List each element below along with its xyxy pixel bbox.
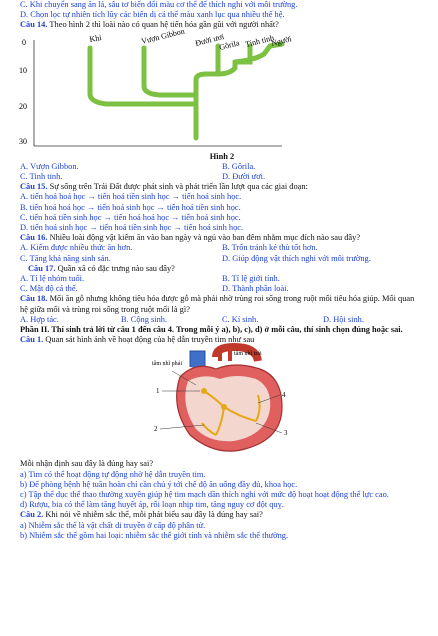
option-d: D. Giúp động vật thích nghi với môi trường. (222, 253, 371, 263)
axis-tick-20: 20 (19, 101, 27, 111)
label-khi: Khỉ (88, 32, 103, 44)
question-14 (20, 20, 424, 30)
label-2: 2 (154, 425, 158, 434)
option-c: C. tiến hoá tiền sinh học → tiến hoá hoá học → tiến hoá sinh học. (20, 212, 241, 222)
q17-options-row1 (20, 274, 424, 284)
label-gorila: Gôrila (218, 37, 241, 52)
question-number: Câu 18. (20, 294, 48, 304)
statement-b: b) Nhiễm sắc thể gồm hai loại: nhiễm sắc thể giới tính và nhiễm sắc thể thường. (20, 530, 289, 540)
label-vuon-gibbon: Vượn Gibbon (140, 26, 186, 46)
question-number: Câu 17. (28, 263, 56, 273)
option-b: B. Tỉ lệ giới tính. (222, 274, 280, 284)
label-duoi-uoi: Đười ươi (194, 31, 225, 48)
option-b: B. Gôrila. (222, 161, 256, 171)
q14-options-row2 (20, 172, 424, 182)
heart-conduction-diagram (20, 347, 424, 457)
option-b: B. Trốn tránh kẻ thù tốt hơn. (222, 243, 318, 253)
tree-branches (90, 44, 282, 138)
label-4: 4 (282, 391, 286, 400)
question-text: Nhiều loài động vật kiếm ăn vào ban ngày và ngủ vào ban đêm nhằm mục đích nào sau đây? (49, 233, 361, 243)
label-3: 3 (284, 429, 288, 438)
q18-options (20, 315, 424, 325)
option-b: B. tiến hoá hoá học → tiến hoá sinh học → tiến hoá tiền sinh học. (20, 202, 241, 212)
q1-prompt: Mỗi nhận định sau đây là đúng hay sai? (20, 459, 154, 469)
question-number: Câu 2. (20, 510, 44, 520)
statement-a: a) Tim có thể hoạt động tự động nhờ hệ dẫn truyền tim. (20, 469, 206, 479)
option-c: C. Tăng khả năng sinh sản. (20, 253, 111, 263)
question-number: Câu 1. (20, 335, 44, 345)
option-d: D. Chọn lọc tự nhiên tích lũy các biến dị cá thể màu xanh lục qua nhiều thế hệ. (20, 10, 285, 20)
figure-caption: Hình 2 (209, 151, 235, 161)
option-a: A. Kiếm được nhiều thức ăn hơn. (20, 243, 133, 253)
question-15 (20, 182, 424, 192)
option-c: C. Kí sinh. (222, 314, 259, 324)
part2-question-1 (20, 335, 424, 345)
q16-options-row1 (20, 243, 424, 253)
phylogeny-tree (19, 26, 424, 152)
label-nguoi: Người (270, 33, 293, 48)
question-number: Câu 15. (20, 182, 48, 192)
label-1: 1 (156, 387, 160, 396)
part2-question-2 (20, 510, 424, 520)
option-d: D. Đười ươi. (222, 172, 266, 182)
label-right-atrium: tâm nhĩ phải (152, 361, 182, 368)
question-text: Theo hình 2 thì loài nào có quan hệ tiến hóa gần gũi với người nhất? (49, 20, 279, 30)
q16-options-row2 (20, 254, 424, 264)
axis-tick-30: 30 (19, 136, 27, 146)
option-a: A. Tỉ lệ nhóm tuổi. (20, 274, 85, 284)
option-c: C. Mật độ cá thể. (20, 284, 78, 294)
label-tinh-tinh: Tinh tinh (244, 32, 275, 49)
q14-options-row1 (20, 162, 424, 172)
question-number: Câu 14. (20, 20, 48, 30)
option-a: A. Hợp tác. (20, 314, 59, 324)
question-16 (20, 233, 424, 243)
option-d: D. Thành phần loài. (222, 284, 289, 294)
phylogeny-figure (19, 26, 424, 152)
axis-tick-10: 10 (19, 65, 27, 75)
axis-tick-0: 0 (22, 37, 26, 47)
statement-a: a) Nhiễm sắc thể là vật chất di truyền ở cấp độ phân tử. (20, 520, 206, 530)
document-page (20, 0, 424, 541)
part-2-heading: Phần II. Thí sinh trả lời từ câu 1 đến câu 4. Trong mỗi ý a), b), c), d) ở mỗi câu, thí sinh chọn đúng hoặc sai. (20, 325, 403, 335)
option-c: C. Khi chuyển sang ăn lá, sâu tơ biến đổi màu cơ thể để thích nghi với môi trường. (20, 0, 298, 9)
question-text: Sự sống trên Trái Đất được phát sinh và phát triển lần lượt qua các giai đoạn: (49, 182, 308, 192)
option-b: B. Cộng sinh. (121, 314, 168, 324)
question-text: Quần xã có đặc trưng nào sau đây? (57, 263, 175, 273)
option-d: D. tiến hoá sinh học → tiến hoá tiền sinh học → tiến hoá sinh học. (20, 223, 244, 233)
question-text: Mối ăn gỗ nhưng không tiêu hóa được gỗ mà phải nhờ trùng roi sống trong ruột mối tiêu hóa giúp. Mối quan hệ giữa mối và trùng roi sống trong ruột mối là gì? (20, 294, 415, 314)
option-c: C. Tinh tinh. (20, 172, 63, 182)
statement-b: b) Để phòng bệnh hệ tuần hoàn chỉ cần chú ý tới chế độ ăn uống đầy đủ, khoa học. (20, 479, 298, 489)
option-d: D. Hội sinh. (323, 314, 364, 324)
q17-options-row2 (20, 284, 424, 294)
statement-c: c) Tập thể dục thể thao thường xuyên giúp hệ tim mạch dần thích nghi với mức độ hoạt hoạt động thể lực cao. (20, 490, 389, 500)
statement-d: d) Rượu, bia có thể làm tăng huyết áp, rối loạn nhịp tim, tăng nguy cơ đột quỵ. (20, 500, 284, 510)
question-text: Quan sát hình ảnh về hoạt động của hệ dẫn truyền tim như sau (45, 335, 255, 345)
question-text: Khi nói về nhiễm sắc thể, mỗi phát biểu sau đây là đúng hay sai? (45, 510, 263, 520)
question-17 (20, 264, 424, 274)
heart-figure (20, 347, 424, 457)
question-18 (20, 294, 424, 314)
option-a: A. tiến hoá hoá học → tiến hoá tiền sinh học → tiến hoá sinh học. (20, 192, 242, 202)
label-left-atrium: tâm nhĩ trái (234, 351, 262, 358)
option-a: A. Vượn Gibbon. (20, 161, 79, 171)
question-number: Câu 16. (20, 233, 48, 243)
